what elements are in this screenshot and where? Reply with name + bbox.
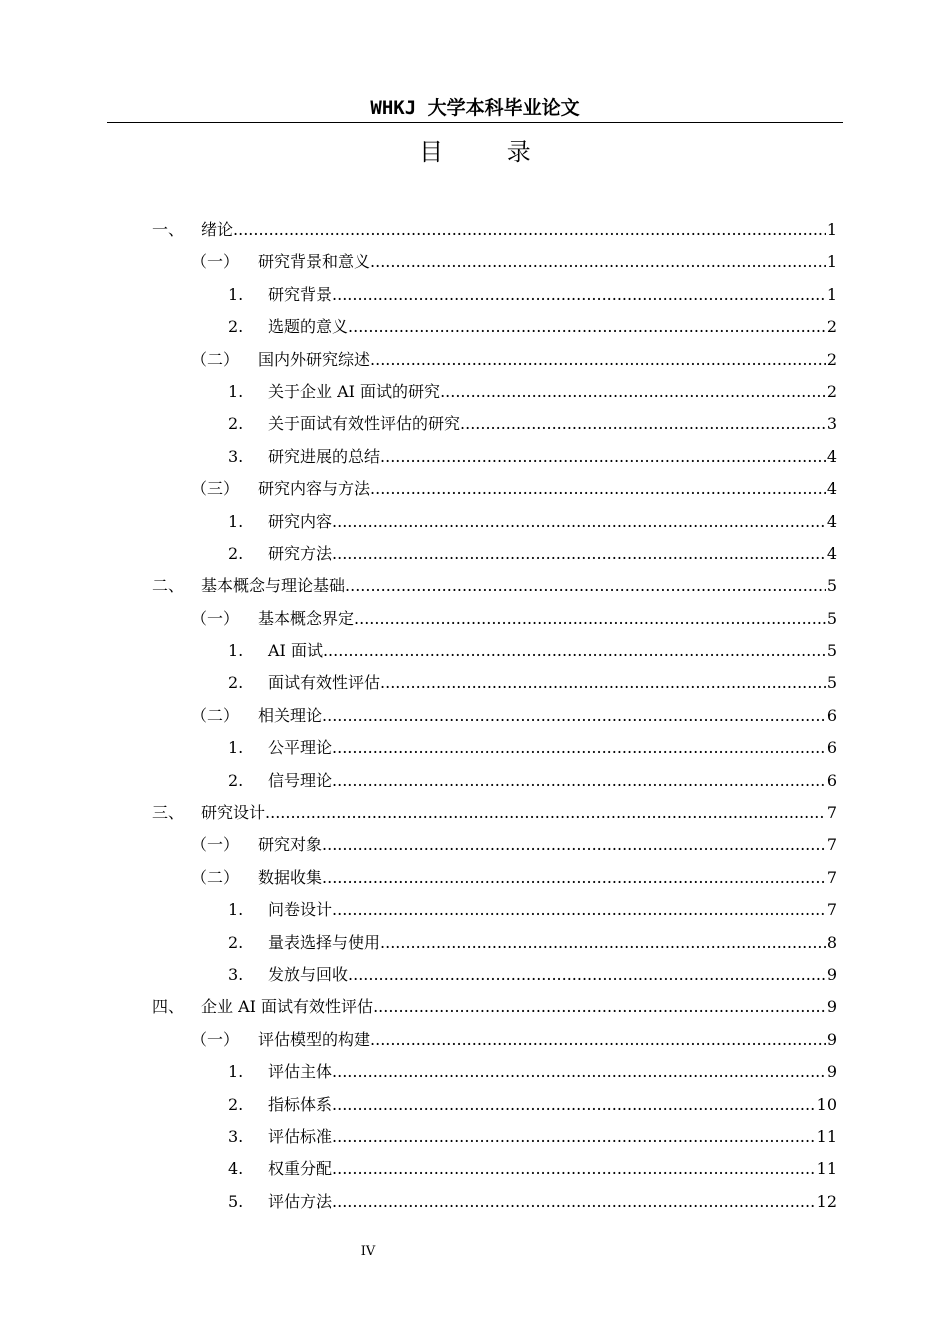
toc-entry-page: 9 [826,964,837,984]
toc-dot-leader [332,1056,826,1088]
toc-entry-line [258,344,837,376]
toc-entry-label: 关于企业 AI 面试的研究 [268,381,441,401]
toc-entry[interactable] [0,570,950,602]
toc-entry-page: 1 [826,252,837,272]
toc-list [0,214,950,1218]
toc-entry-label: AI 面试 [268,641,323,661]
toc-entry-number: （二） [191,705,240,725]
toc-entry-label: 国内外研究综述 [258,349,371,369]
toc-entry-page: 5 [826,576,837,596]
toc-entry-line [201,570,837,602]
toc-entry-page: 7 [826,803,837,823]
toc-entry-label: 基本概念与理论基础 [201,576,346,596]
toc-entry-page: 2 [826,349,837,369]
toc-entry-number: （一） [191,1029,240,1049]
toc-entry-line [268,1153,837,1185]
toc-entry[interactable] [0,311,950,343]
toc-entry-line [268,894,837,926]
toc-entry-line [268,279,837,311]
toc-entry-page: 5 [826,608,837,628]
toc-entry-label: 面试有效性评估 [268,673,381,693]
toc-entry-number: （二） [191,349,240,369]
toc-entry[interactable] [0,408,950,440]
toc-entry-number: 2. [228,932,244,952]
toc-entry-label: 企业 AI 面试有效性评估 [201,997,374,1017]
toc-entry-label: 研究背景 [268,284,333,304]
toc-entry-number: 2. [228,1094,244,1114]
toc-entry-page: 8 [826,932,837,952]
toc-entry-label: 研究方法 [268,543,333,563]
toc-entry-label: 研究设计 [201,803,266,823]
toc-dot-leader [354,603,826,635]
toc-entry-number: 1. [228,641,244,661]
toc-entry-number: （一） [191,835,240,855]
toc-dot-leader [265,797,826,829]
toc-entry-line [258,603,837,635]
toc-entry-page: 1 [826,284,837,304]
toc-entry-number: 1. [228,511,244,531]
toc-entry-number: （二） [191,867,240,887]
toc-entry-line [268,1121,837,1153]
toc-dot-leader [322,829,826,861]
toc-entry-page: 9 [826,997,837,1017]
toc-dot-leader [370,246,826,278]
toc-entry-label: 基本概念界定 [258,608,355,628]
toc-entry[interactable] [0,538,950,570]
toc-entry-label: 指标体系 [268,1094,333,1114]
toc-entry[interactable] [0,700,950,732]
toc-entry-line [258,700,837,732]
toc-entry-page: 10 [816,1094,837,1114]
toc-entry-number: 三、 [152,803,185,823]
toc-entry-number: 一、 [152,220,185,239]
toc-entry[interactable] [0,1089,950,1121]
toc-entry-page: 1 [826,220,837,239]
toc-entry-label: 研究内容与方法 [258,479,371,499]
toc-entry-line [268,667,837,699]
toc-dot-leader [345,570,826,602]
toc-entry[interactable] [0,732,950,764]
toc-entry-label: 评估主体 [268,1062,333,1082]
toc-entry-label: 研究内容 [268,511,333,531]
toc-entry-line [258,1024,837,1056]
toc-entry-label: 问卷设计 [268,900,333,920]
toc-entry-number: 二、 [152,576,185,596]
toc-entry-page: 12 [816,1191,837,1211]
toc-entry[interactable] [0,1186,950,1218]
toc-entry-line [201,797,837,829]
toc-title: 目 录 [419,138,559,166]
toc-entry-line [268,1089,837,1121]
toc-dot-leader [323,635,826,667]
toc-entry[interactable] [0,506,950,538]
toc-entry-label: 研究进展的总结 [268,446,381,466]
toc-entry-line [258,473,837,505]
toc-dot-leader [373,991,826,1023]
toc-entry-page: 4 [826,543,837,563]
toc-entry-number: 3. [228,446,244,466]
toc-entry-number: 4. [228,1159,244,1179]
toc-entry[interactable] [0,1153,950,1185]
toc-entry-label: 评估模型的构建 [258,1029,371,1049]
toc-entry[interactable] [0,927,950,959]
toc-entry-line [268,441,837,473]
toc-entry-line [258,246,837,278]
toc-entry-line [201,214,837,246]
toc-entry-line [268,538,837,570]
toc-entry-page: 11 [816,1126,837,1146]
toc-entry-line [268,506,837,538]
page-number: IV [360,1244,376,1259]
toc-entry-number: （一） [191,252,240,272]
toc-dot-leader [322,700,826,732]
toc-entry[interactable] [0,1024,950,1056]
toc-entry-line [268,765,837,797]
toc-entry-line [201,991,837,1023]
toc-entry-label: 发放与回收 [268,964,349,984]
toc-entry-number: 1. [228,738,244,758]
toc-entry-line [268,376,837,408]
toc-entry-number: 5. [228,1191,244,1211]
toc-entry-page: 11 [816,1159,837,1179]
toc-entry-page: 4 [826,511,837,531]
toc-entry-number: 3. [228,1126,244,1146]
toc-entry-label: 研究背景和意义 [258,252,371,272]
toc-entry[interactable] [0,862,950,894]
toc-entry-page: 9 [826,1062,837,1082]
toc-entry-page: 6 [826,738,837,758]
toc-dot-leader [348,959,826,991]
toc-entry-number: 2. [228,673,244,693]
toc-entry-page: 4 [826,479,837,499]
toc-dot-leader [332,894,826,926]
toc-dot-leader [332,506,826,538]
toc-entry-line [268,927,837,959]
toc-dot-leader [332,1121,816,1153]
toc-entry-label: 信号理论 [268,770,333,790]
toc-entry-number: 1. [228,284,244,304]
toc-entry[interactable] [0,1056,950,1088]
toc-entry-label: 绪论 [201,220,234,239]
toc-entry[interactable] [0,603,950,635]
toc-entry-line [268,1186,837,1218]
toc-dot-leader [460,408,826,440]
toc-dot-leader [440,376,826,408]
toc-entry-number: 2. [228,317,244,337]
toc-entry-label: 数据收集 [258,867,323,887]
toc-entry[interactable] [0,1121,950,1153]
toc-entry[interactable] [0,894,950,926]
toc-entry-label: 评估方法 [268,1191,333,1211]
header-title: WHKJ 大学本科毕业论文 [370,97,580,119]
toc-entry-number: 2. [228,770,244,790]
toc-entry-label: 公平理论 [268,738,333,758]
toc-dot-leader [332,1153,816,1185]
toc-dot-leader [332,732,826,764]
toc-entry-line [258,829,837,861]
toc-entry-page: 6 [826,705,837,725]
toc-entry-page: 2 [826,317,837,337]
toc-entry[interactable] [0,797,950,829]
toc-entry-page: 7 [826,867,837,887]
toc-entry[interactable] [0,441,950,473]
toc-dot-leader [370,473,826,505]
toc-entry-page: 6 [826,770,837,790]
toc-entry-label: 评估标准 [268,1126,333,1146]
toc-entry-line [268,635,837,667]
toc-entry-number: （一） [191,608,240,628]
toc-entry-number: 2. [228,414,244,434]
toc-dot-leader [332,1089,816,1121]
toc-dot-leader [233,214,826,246]
toc-entry-label: 研究对象 [258,835,323,855]
toc-entry-label: 关于面试有效性评估的研究 [268,414,461,434]
toc-entry[interactable] [0,829,950,861]
toc-entry-line [268,408,837,440]
toc-entry-number: 1. [228,381,244,401]
page-header [107,96,843,123]
toc-entry-line [268,1056,837,1088]
toc-entry-page: 7 [826,900,837,920]
toc-entry-page: 9 [826,1029,837,1049]
toc-entry-line [258,862,837,894]
toc-entry-number: 1. [228,900,244,920]
toc-entry-label: 相关理论 [258,705,323,725]
toc-dot-leader [380,927,826,959]
toc-entry[interactable] [0,635,950,667]
toc-dot-leader [348,311,826,343]
toc-entry-page: 3 [826,414,837,434]
toc-entry-label: 选题的意义 [268,317,349,337]
toc-entry-page: 5 [826,673,837,693]
toc-entry[interactable] [0,991,950,1023]
toc-dot-leader [322,862,826,894]
toc-dot-leader [380,441,826,473]
toc-entry-label: 权重分配 [268,1159,333,1179]
toc-dot-leader [332,1186,816,1218]
toc-dot-leader [380,667,826,699]
toc-dot-leader [332,538,826,570]
toc-dot-leader [332,765,826,797]
toc-entry[interactable] [0,344,950,376]
toc-entry-label: 量表选择与使用 [268,932,381,952]
toc-dot-leader [370,344,826,376]
toc-entry-line [268,311,837,343]
toc-entry-page: 4 [826,446,837,466]
toc-entry-number: （三） [191,479,240,499]
toc-entry[interactable] [0,214,950,246]
toc-entry[interactable] [0,765,950,797]
toc-entry-page: 7 [826,835,837,855]
toc-entry[interactable] [0,246,950,278]
toc-dot-leader [332,279,826,311]
toc-entry[interactable] [0,376,950,408]
toc-dot-leader [370,1024,826,1056]
toc-entry-page: 2 [826,381,837,401]
toc-entry-number: 四、 [152,997,185,1017]
toc-entry-page: 5 [826,641,837,661]
toc-entry[interactable] [0,473,950,505]
toc-entry[interactable] [0,279,950,311]
toc-entry-line [268,732,837,764]
toc-entry[interactable] [0,959,950,991]
toc-entry[interactable] [0,667,950,699]
toc-entry-number: 1. [228,1062,244,1082]
toc-entry-line [268,959,837,991]
toc-entry-number: 3. [228,964,244,984]
toc-entry-number: 2. [228,543,244,563]
